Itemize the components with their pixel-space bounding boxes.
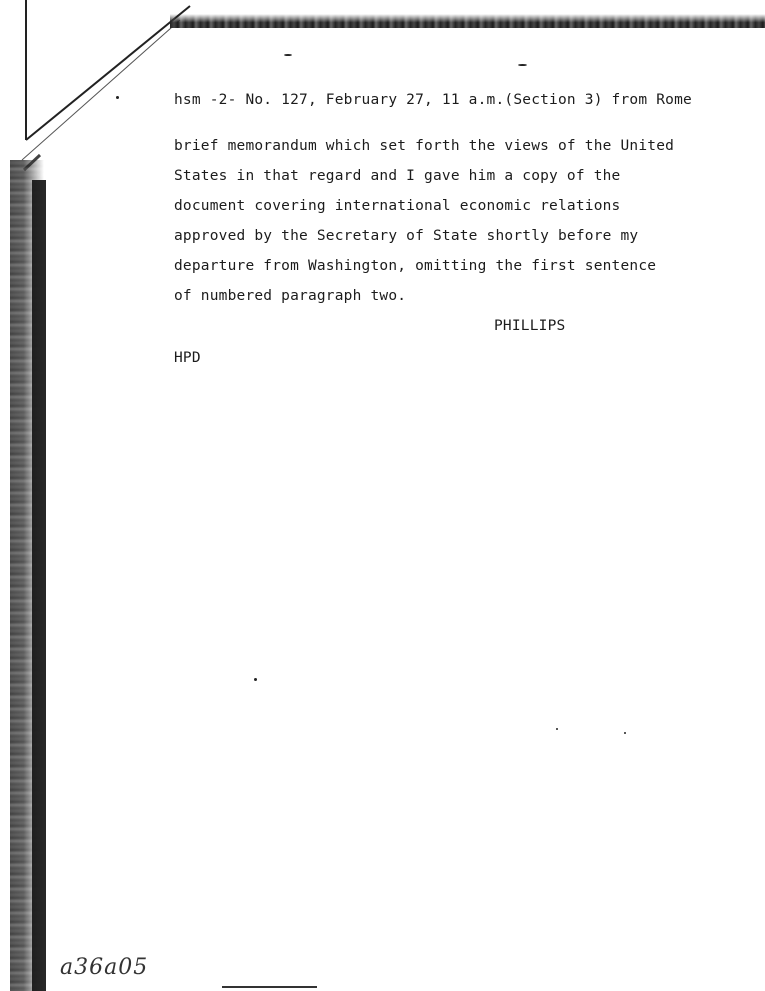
scan-left-shadow — [32, 180, 46, 991]
body-line: document covering international economic relations — [174, 198, 621, 214]
scan-speck — [254, 678, 257, 681]
body-line: States in that regard and I gave him a copy of the — [174, 168, 621, 184]
body-line: of numbered paragraph two. — [174, 288, 407, 304]
scan-speck — [518, 64, 527, 66]
signature: PHILLIPS — [494, 318, 566, 334]
scan-speck — [284, 54, 292, 56]
body-line: approved by the Secretary of State shortly before my — [174, 228, 639, 244]
scan-speck — [556, 728, 558, 730]
body-line: departure from Washington, omitting the first sentence — [174, 258, 657, 274]
scan-speck — [116, 96, 119, 99]
scan-top-edge — [170, 14, 765, 28]
archive-mark: a36a05 — [60, 955, 149, 980]
telegram-header: hsm -2- No. 127, February 27, 11 a.m.(Section 3) from Rome — [174, 92, 692, 108]
clerk-initials: HPD — [174, 350, 201, 366]
scan-bottom-line — [222, 986, 317, 988]
scan-speck — [624, 732, 626, 734]
body-line: brief memorandum which set forth the views of the United — [174, 138, 675, 154]
